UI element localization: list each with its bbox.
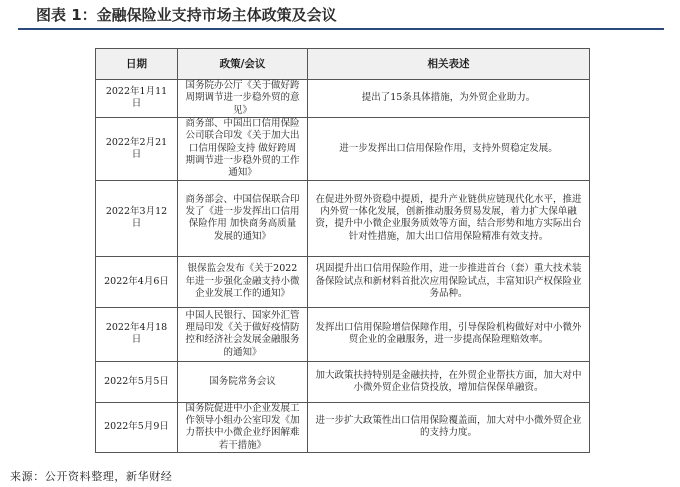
cell-date: 2022年3月12日 — [96, 180, 178, 256]
table-row — [96, 402, 590, 452]
cell-date: 2022年4月18日 — [96, 307, 178, 361]
cell-description: 进一步扩大政策性出口信用保险覆盖面，加大对中小微外贸企业的支持力度。 — [308, 402, 590, 452]
header-policy: 政策/会议 — [178, 49, 308, 80]
cell-description: 发挥出口信用保险增信保障作用，引导保险机构做好对中小微外贸企业的金融服务，进一步提高保险理赔效率。 — [308, 307, 590, 361]
cell-policy: 商务部会、中国信保联合印发了《进一步发挥出口信用保险作用 加快商务高质量发展的通知》 — [178, 180, 308, 256]
cell-date: 2022年2月21日 — [96, 117, 178, 180]
cell-policy: 国务院常务会议 — [178, 361, 308, 402]
cell-description: 进一步发挥出口信用保险作用，支持外贸稳定发展。 — [308, 117, 590, 180]
table-row — [96, 180, 590, 256]
header-date: 日期 — [96, 49, 178, 80]
cell-description: 提出了15条具体措施，为外贸企业助力。 — [308, 80, 590, 118]
source-note: 来源：公开资料整理，新华财经 — [10, 470, 173, 483]
cell-description: 巩固提升出口信用保险作用，进一步推进首台（套）重大技术装备保险试点和新材料首批次应用保险试点，丰富知识产权保险业务品种。 — [308, 256, 590, 307]
figure-title: 图表 1：金融保险业支持市场主体政策及会议 — [36, 6, 337, 24]
table-row — [96, 361, 590, 402]
cell-policy: 国务院促进中小企业发展工作领导小组办公室印发《加力帮扶中小微企业纾困解难若干措施》 — [178, 402, 308, 452]
table-row — [96, 307, 590, 361]
table-row — [96, 80, 590, 118]
table-row — [96, 117, 590, 180]
cell-description: 在促进外贸外资稳中提质，提升产业链供应链现代化水平，推进内外贸一体化发展，创新推动服务贸易发展，着力扩大保单融资，提升中小微企业服务质效等方面，结合形势和地方实际出台针对性措施，加大出口信用保险精准有效支持。 — [308, 180, 590, 256]
cell-policy: 国务院办公厅《关于做好跨周期调节进一步稳外贸的意见》 — [178, 80, 308, 118]
cell-date: 2022年5月9日 — [96, 402, 178, 452]
cell-policy: 银保监会发布《关于2022年进一步强化金融支持小微企业发展工作的通知》 — [178, 256, 308, 307]
policy-table — [95, 48, 590, 453]
table-row — [96, 256, 590, 307]
table-header-row — [96, 49, 590, 80]
cell-date: 2022年5月5日 — [96, 361, 178, 402]
cell-policy: 商务部、中国出口信用保险公司联合印发《关于加大出口信用保险支持 做好跨周期调节进一步稳外贸的工作通知》 — [178, 117, 308, 180]
cell-policy: 中国人民银行、国家外汇管理局印发《关于做好疫情防控和经济社会发展金融服务的通知》 — [178, 307, 308, 361]
cell-date: 2022年4月6日 — [96, 256, 178, 307]
cell-description: 加大政策扶持特别是金融扶持，在外贸企业帮扶方面，加大对中小微外贸企业信贷投放，增加信保保单融资。 — [308, 361, 590, 402]
cell-date: 2022年1月11日 — [96, 80, 178, 118]
header-description: 相关表述 — [308, 49, 590, 80]
title-divider — [18, 28, 664, 30]
